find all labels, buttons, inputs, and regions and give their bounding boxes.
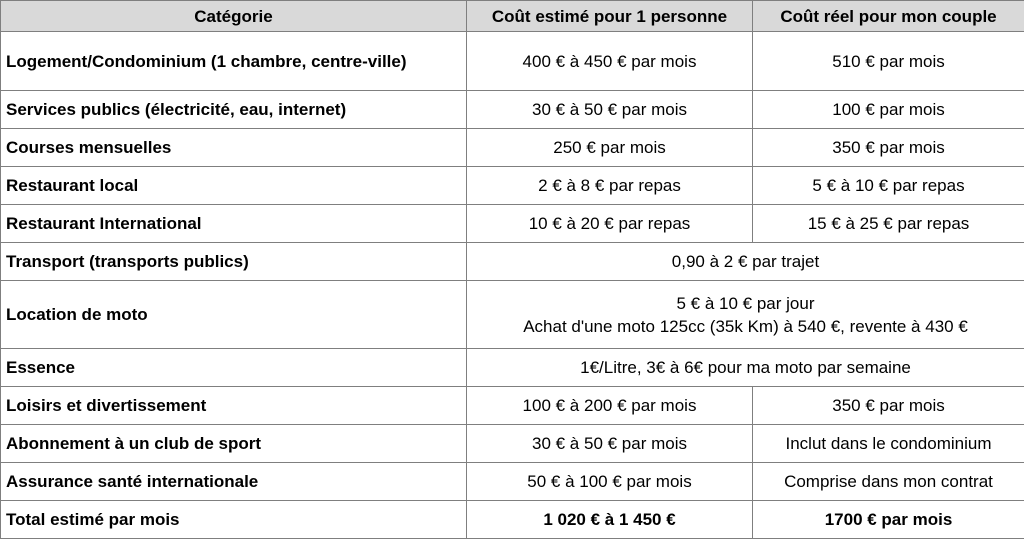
- table-row: [1, 129, 1024, 167]
- row-single-cost: 30 € à 50 € par mois: [467, 91, 753, 129]
- merged-cost-line-2: Achat d'une moto 125cc (35k Km) à 540 €, revente à 430 €: [472, 315, 1019, 338]
- row-couple-cost: 350 € par mois: [753, 129, 1024, 167]
- total-row: [1, 501, 1024, 539]
- header-single-cost: Coût estimé pour 1 personne: [467, 1, 753, 32]
- row-single-cost: 50 € à 100 € par mois: [467, 463, 753, 501]
- total-single-cost: 1 020 € à 1 450 €: [467, 501, 753, 539]
- total-category: Total estimé par mois: [1, 501, 467, 539]
- row-category: Logement/Condominium (1 chambre, centre-ville): [1, 32, 467, 91]
- row-category: Assurance santé internationale: [1, 463, 467, 501]
- row-single-cost: 250 € par mois: [467, 129, 753, 167]
- row-category: Essence: [1, 349, 467, 387]
- row-single-cost: 400 € à 450 € par mois: [467, 32, 753, 91]
- row-couple-cost: Comprise dans mon contrat: [753, 463, 1024, 501]
- row-category: Courses mensuelles: [1, 129, 467, 167]
- row-category: Restaurant local: [1, 167, 467, 205]
- table-row: [1, 349, 1024, 387]
- row-merged-cost: 0,90 à 2 € par trajet: [467, 243, 1024, 281]
- row-couple-cost: 15 € à 25 € par repas: [753, 205, 1024, 243]
- row-category: Restaurant International: [1, 205, 467, 243]
- merged-cost-line-1: 5 € à 10 € par jour: [472, 292, 1019, 315]
- row-category: Abonnement à un club de sport: [1, 425, 467, 463]
- header-couple-cost: Coût réel pour mon couple: [753, 1, 1024, 32]
- row-couple-cost: 5 € à 10 € par repas: [753, 167, 1024, 205]
- table-row: [1, 281, 1024, 349]
- table-row: [1, 425, 1024, 463]
- row-couple-cost: 510 € par mois: [753, 32, 1024, 91]
- row-category: Loisirs et divertissement: [1, 387, 467, 425]
- row-category: Transport (transports publics): [1, 243, 467, 281]
- row-single-cost: 2 € à 8 € par repas: [467, 167, 753, 205]
- table-row: [1, 387, 1024, 425]
- table-row: [1, 167, 1024, 205]
- row-single-cost: 30 € à 50 € par mois: [467, 425, 753, 463]
- row-category: Location de moto: [1, 281, 467, 349]
- table-row: [1, 32, 1024, 91]
- total-couple-cost: 1700 € par mois: [753, 501, 1024, 539]
- table-row: [1, 243, 1024, 281]
- row-single-cost: 10 € à 20 € par repas: [467, 205, 753, 243]
- row-single-cost: 100 € à 200 € par mois: [467, 387, 753, 425]
- row-couple-cost: 350 € par mois: [753, 387, 1024, 425]
- table-row: [1, 205, 1024, 243]
- row-category: Services publics (électricité, eau, internet): [1, 91, 467, 129]
- header-category: Catégorie: [1, 1, 467, 32]
- row-couple-cost: Inclut dans le condominium: [753, 425, 1024, 463]
- row-merged-cost: [467, 281, 1024, 349]
- table-row: [1, 463, 1024, 501]
- table-row: [1, 91, 1024, 129]
- row-merged-cost: 1€/Litre, 3€ à 6€ pour ma moto par semaine: [467, 349, 1024, 387]
- header-row: [1, 1, 1024, 32]
- row-couple-cost: 100 € par mois: [753, 91, 1024, 129]
